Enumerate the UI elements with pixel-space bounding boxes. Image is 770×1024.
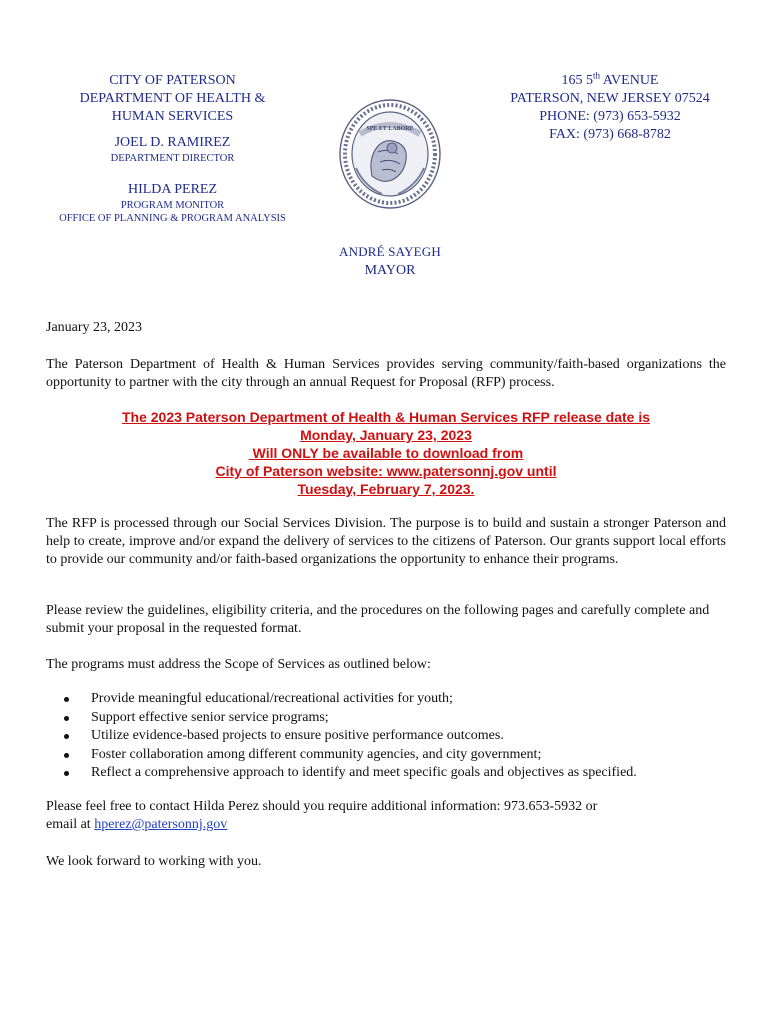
rfp-notice-line-4: City of Paterson website: www.patersonnj.gov until — [215, 463, 557, 479]
mayor-block — [290, 244, 490, 280]
intro-paragraph: The Paterson Department of Health & Human Services provides serving community/faith-based organizations the opportunity to partner with the city through an annual Request for Proposal (RFP) process. — [46, 357, 726, 390]
rfp-notice-line-1: The 2023 Paterson Department of Health & Human Services RFP release date is — [121, 409, 651, 425]
contact-paragraph — [46, 798, 726, 834]
mayor-title: MAYOR — [364, 263, 416, 278]
letterhead-right — [490, 72, 730, 144]
list-item: Reflect a comprehensive approach to identify and meet specific goals and objectives as specified. — [64, 764, 724, 783]
rfp-notice — [46, 408, 726, 498]
city-name: CITY OF PATERSON — [109, 73, 236, 88]
city-state-zip: PATERSON, NEW JERSEY 07524 — [510, 91, 710, 106]
department-line-1: DEPARTMENT OF HEALTH & — [79, 91, 266, 106]
director-name: JOEL D. RAMIREZ — [114, 135, 231, 150]
bullet-icon — [64, 697, 69, 702]
bullet-icon — [64, 753, 69, 758]
monitor-office: OFFICE OF PLANNING & PROGRAM ANALYSIS — [59, 213, 286, 224]
letter-date: January 23, 2023 — [46, 320, 143, 335]
city-seal-icon — [338, 98, 442, 210]
street-address: 165 5th AVENUE — [561, 70, 659, 88]
contact-line-1: Please feel free to contact Hilda Perez should you require additional information: 973.653-5932 or — [46, 799, 598, 814]
list-item: Provide meaningful educational/recreational activities for youth; — [64, 690, 724, 709]
list-item: Support effective senior service programs; — [64, 709, 724, 728]
seal-motto: SPE ET LABORE — [366, 126, 414, 132]
director-title: DEPARTMENT DIRECTOR — [110, 153, 235, 164]
scope-intro: The programs must address the Scope of Services as outlined below: — [46, 657, 431, 672]
monitor-title: PROGRAM MONITOR — [120, 200, 225, 211]
closing-line: We look forward to working with you. — [46, 854, 262, 869]
fax-number: FAX: (973) 668-8782 — [549, 127, 671, 142]
mayor-name: ANDRÉ SAYEGH — [339, 244, 441, 259]
purpose-paragraph: The RFP is processed through our Social Services Division. The purpose is to build and sustain a stronger Paterson and help to create, improve and/or expand the delivery of services to the citizens of Paterson. Our grants support local efforts to provide our community and/or faith-based organizations the opportunity to enhance their programs. — [46, 516, 726, 567]
bullet-icon — [64, 734, 69, 739]
monitor-name: HILDA PEREZ — [127, 182, 218, 197]
rfp-notice-line-3: Will ONLY be available to download from — [248, 445, 524, 461]
contact-line-2: email at hperez@patersonnj.gov — [46, 817, 228, 832]
department-line-2: HUMAN SERVICES — [111, 109, 234, 124]
phone-number: PHONE: (973) 653-5932 — [539, 109, 681, 124]
guidelines-paragraph: Please review the guidelines, eligibility criteria, and the procedures on the following pages and carefully complete and submit your proposal in the requested format. — [46, 603, 710, 636]
list-item: Utilize evidence-based projects to ensure positive performance outcomes. — [64, 727, 724, 746]
rfp-notice-line-5: Tuesday, February 7, 2023. — [297, 481, 475, 497]
rfp-notice-line-2: Monday, January 23, 2023 — [300, 427, 472, 443]
bullet-icon — [64, 716, 69, 721]
bullet-icon — [64, 771, 69, 776]
list-item: Foster collaboration among different community agencies, and city government; — [64, 746, 724, 765]
email-link[interactable]: hperez@patersonnj.gov — [94, 817, 228, 832]
scope-list — [64, 690, 724, 783]
letterhead-left — [40, 72, 305, 225]
